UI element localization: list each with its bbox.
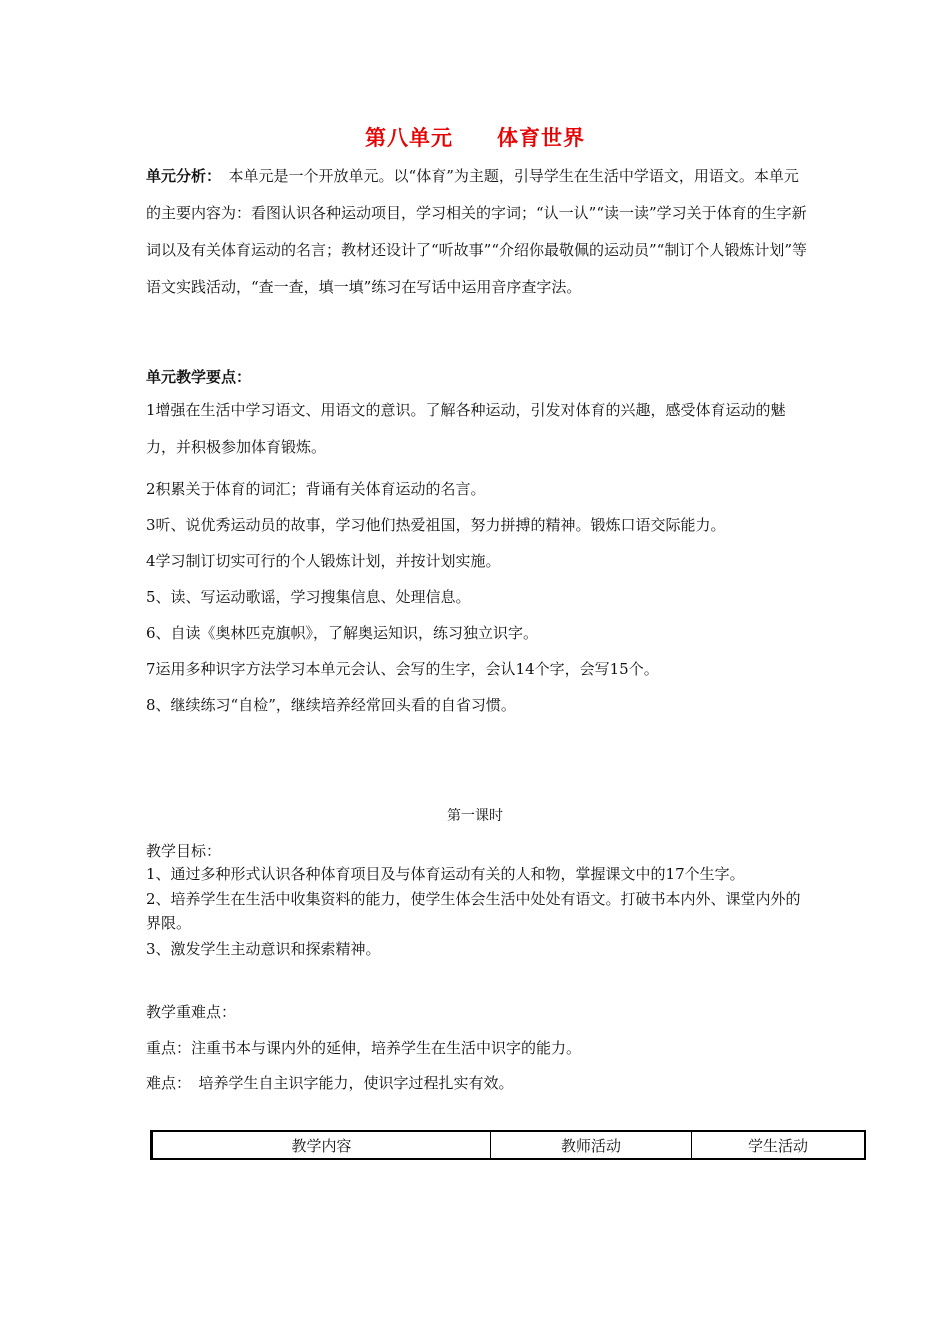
unit-analysis [146,158,810,306]
point-4: 4学习制订切实可行的个人锻炼计划，并按计划实施。 [146,552,501,570]
header-student-activity: 学生活动 [692,1131,866,1159]
point-8: 8、继续练习“自检”，继续培养经常回头看的自省习惯。 [146,696,516,714]
key-point: 重点：注重书本与课内外的延伸，培养学生在生活中识字的能力。 [146,1039,582,1057]
difficult-point: 难点： 培养学生自主识字能力，使识字过程扎实有效。 [146,1074,514,1092]
header-teacher-activity: 教师活动 [491,1131,692,1159]
key-points-heading: 单元教学要点： [146,368,252,386]
point-1: 1增强在生活中学习语文、用语文的意识。了解各种运动，引发对体育的兴趣，感受体育运动的魅力，并积极参加体育锻炼。 [146,401,786,456]
lesson-title: 第一课时 [447,808,503,824]
point-5: 5、读、写运动歌谣，学习搜集信息、处理信息。 [146,588,471,606]
unit-number: 第八单元 [365,126,453,150]
point-2: 2积累关于体育的词汇；背诵有关体育运动的名言。 [146,480,486,498]
point-7: 7运用多种识字方法学习本单元会认、会写的生字，会认14个字，会写15个。 [146,660,659,678]
lesson-table [150,1130,866,1160]
point-3: 3听、说优秀运动员的故事，学习他们热爱祖国，努力拼搏的精神。锻炼口语交际能力。 [146,516,726,534]
point-6: 6、自读《奥林匹克旗帜》，了解奥运知识，练习独立识字。 [146,624,539,642]
unit-theme: 体育世界 [497,126,585,150]
objectives-heading: 教学目标： [146,842,222,860]
difficulty-heading: 教学重难点： [146,1003,237,1021]
objective-1: 1、通过多种形式认识各种体育项目及与体育运动有关的人和物，掌握课文中的17个生字。 [146,865,745,883]
analysis-text: 本单元是一个开放单元。以“体育”为主题，引导学生在生活中学语文，用语文。本单元的主要内容为：看图认识各种运动项目，学习相关的字词；“认一认”“读一读”学习关于体育的生字新词以及有关体育运动的名言；教材还设计了“听故事”“介绍你最敬佩的运动员”“制订个人锻炼计划”等语文实践活动，“查一查，填一填”练习在写话中运用音序查字法。 [146,167,808,296]
header-teaching-content: 教学内容 [152,1131,491,1159]
unit-title [0,122,950,152]
analysis-label: 单元分析： [146,167,214,185]
objective-2: 2、培养学生在生活中收集资料的能力，使学生体会生活中处处有语文。打破书本内外、课堂内外的界限。 [146,890,801,932]
table-header-row [152,1131,866,1159]
objective-3: 3、激发学生主动意识和探索精神。 [146,940,381,958]
